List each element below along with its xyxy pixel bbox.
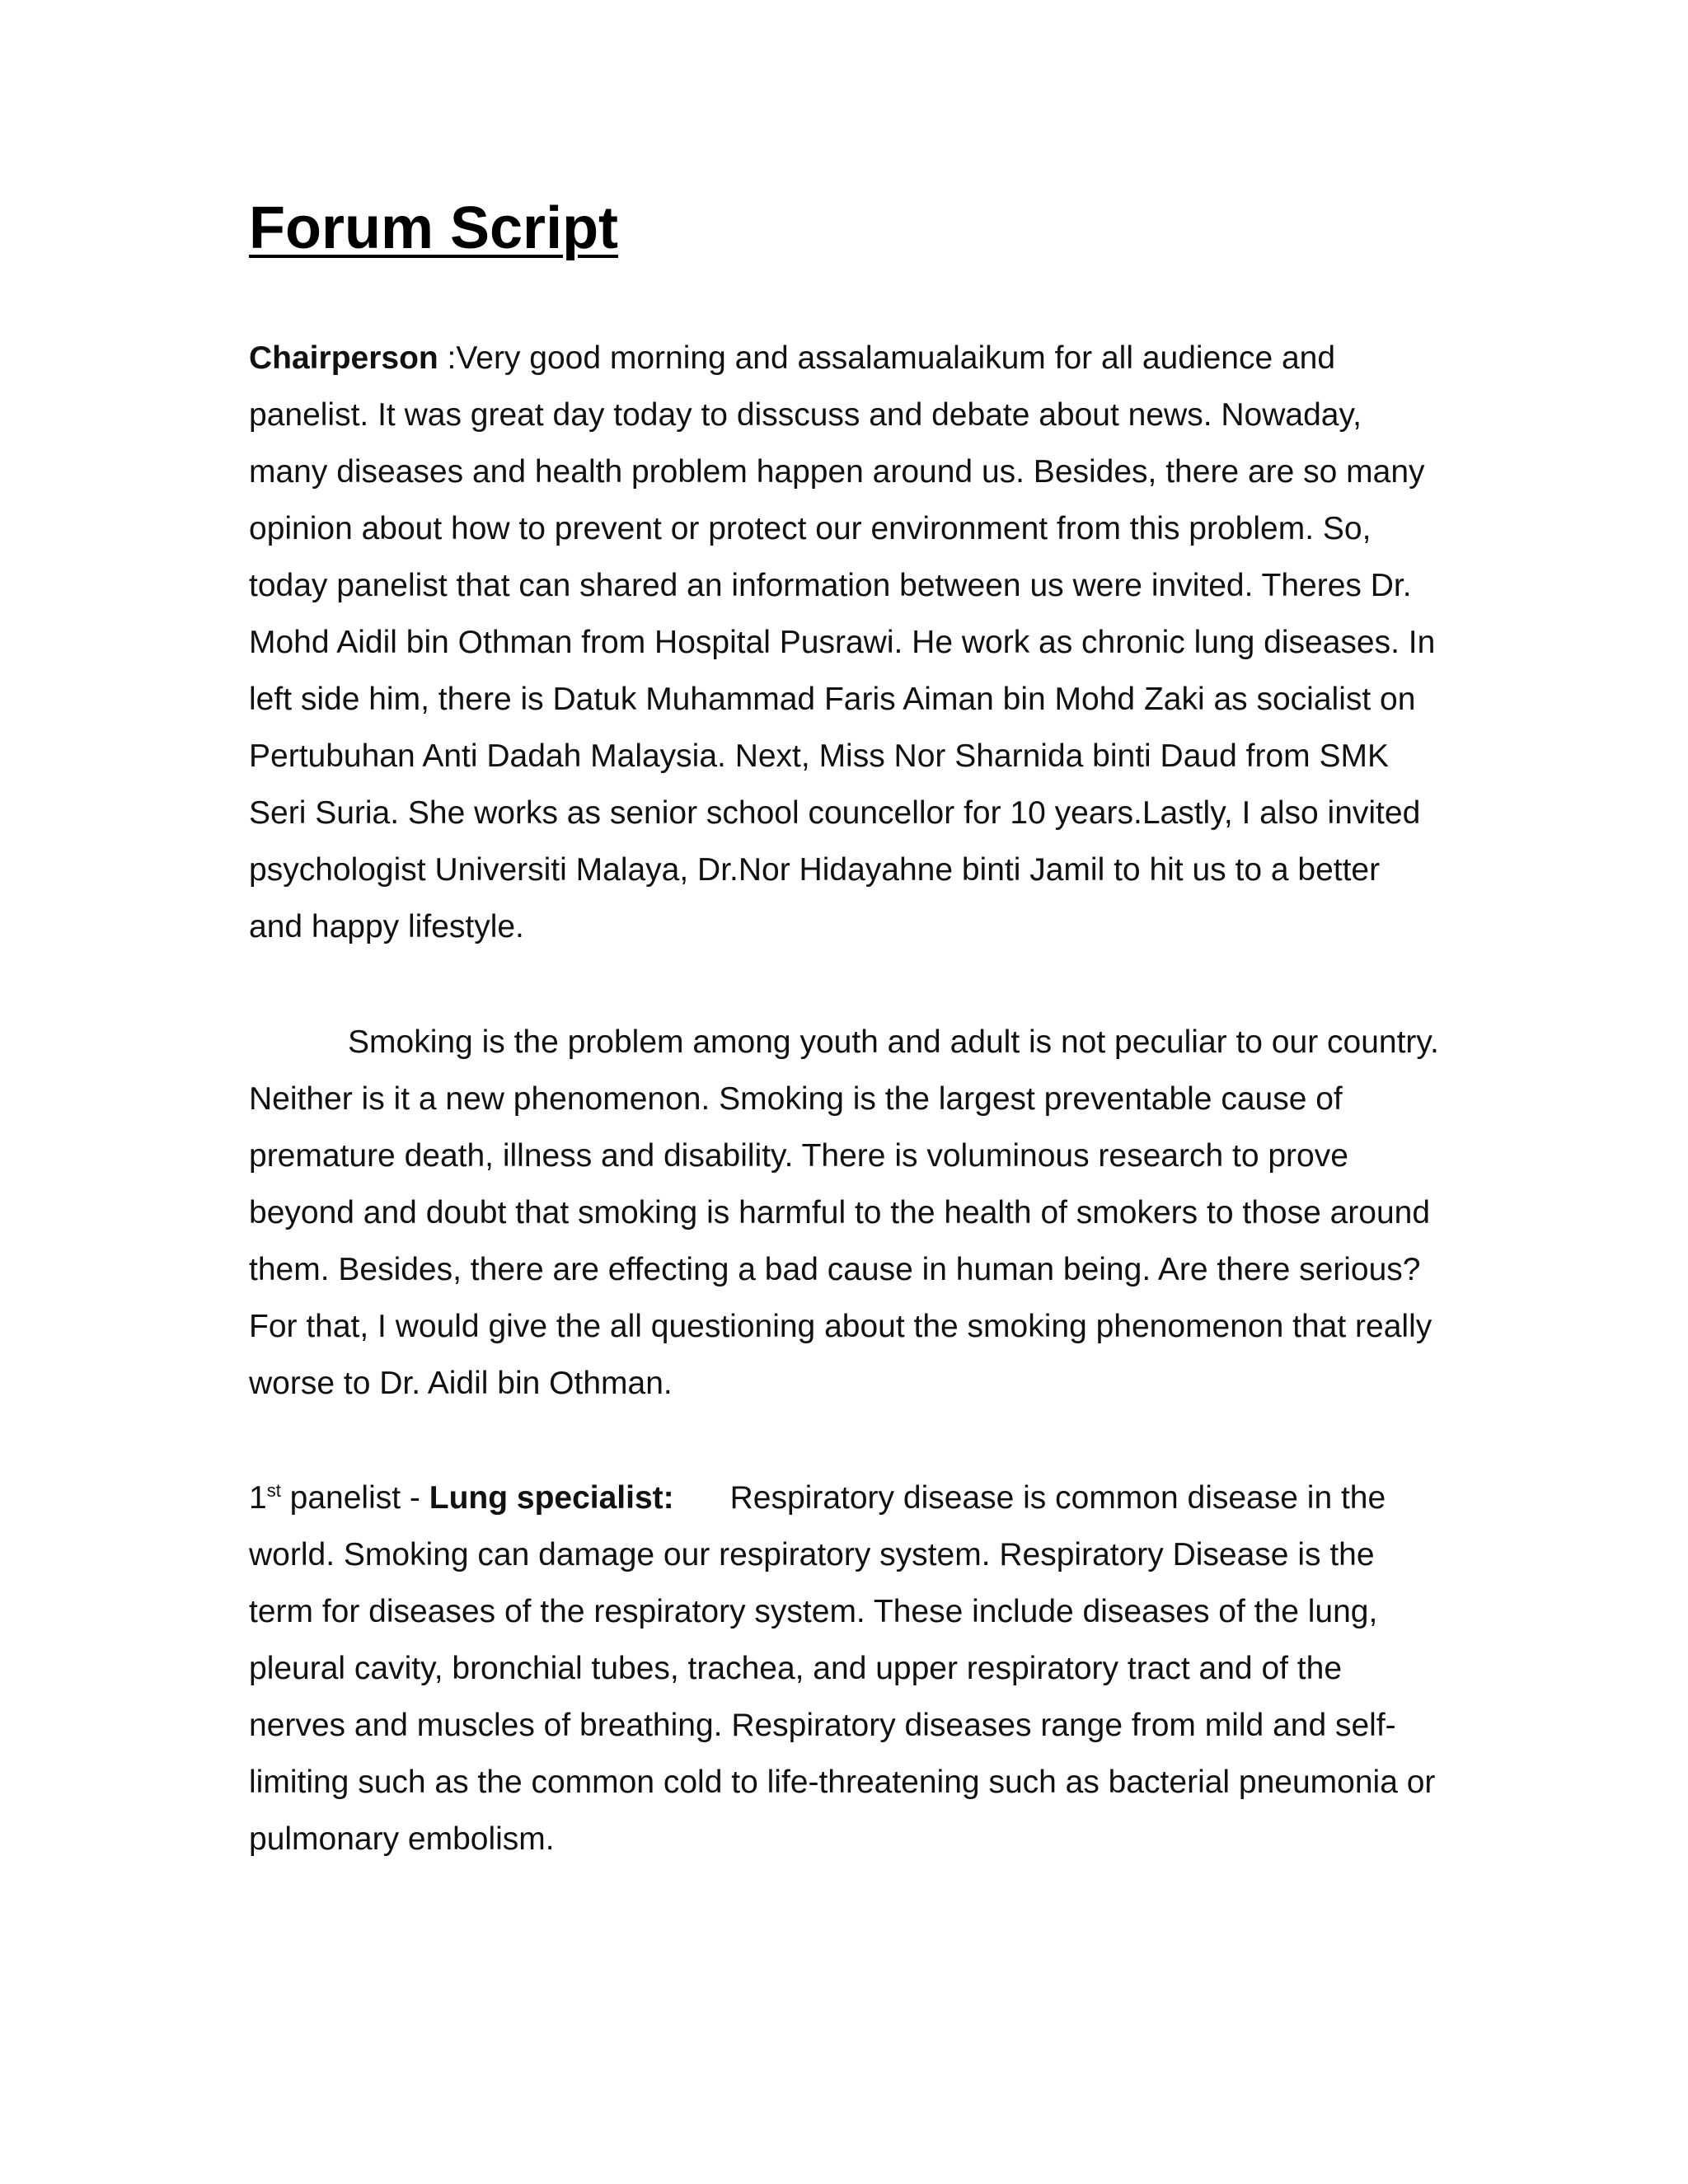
chairperson-paragraph (249, 330, 1440, 955)
page-title: Forum Script (249, 195, 619, 261)
speaker-label-lung-specialist: Lung specialist: (429, 1480, 674, 1516)
panelist-prefix: panelist - (280, 1480, 429, 1516)
chairperson-text: :Very good morning and assalamualaikum for all audience and panelist. It was great day today to disscuss and debate about news. Nowaday, many diseases and health problem happen around us. Besides, there are so many opinion about how to prevent or protect our environment from this problem. So, today panelist that can shared an information between us were invited. Theres Dr. Mohd Aidil bin Othman from Hospital Pusrawi. He work as chronic lung diseases. In left side him, there is Datuk Muhammad Faris Aiman bin Mohd Zaki as socialist on Pertubuhan Anti Dadah Malaysia. Next, Miss Nor Sharnida binti Daud from SMK Seri Suria. She works as senior school councellor for 10 years.Lastly, I also invited psychologist Universiti Malaya, Dr.Nor Hidayahne binti Jamil to hit us to a better and happy lifestyle. (249, 340, 1436, 944)
panelist-ordinal: 1 (249, 1480, 267, 1516)
panelist-ordinal-suffix: st (266, 1480, 281, 1501)
chairperson-smoking-paragraph (249, 1014, 1440, 1412)
lung-specialist-text: Respiratory disease is common disease in the world. Smoking can damage our respiratory system. Respiratory Disease is the term for diseases of the respiratory system. These include diseases of the lung, pleural cavity, bronchial tubes, trachea, and upper respiratory tract and of the nerves and muscles of breathing. Respiratory diseases range from mild and self-limiting such as the common cold to life-threatening such as bacterial pneumonia or pulmonary embolism. (249, 1480, 1436, 1857)
smoking-text: Smoking is the problem among youth and adult is not peculiar to our country. Neither is it a new phenomenon. Smoking is the largest preventable cause of premature death, illness and disability. There is voluminous research to prove beyond and doubt that smoking is harmful to the health of smokers to those around them. Besides, there are effecting a bad cause in human being. Are there serious? For that, I would give the all questioning about the smoking phenomenon that really worse to Dr. Aidil bin Othman. (249, 1024, 1439, 1401)
panelist-paragraph (249, 1469, 1440, 1868)
speaker-label-chairperson: Chairperson (249, 340, 438, 376)
